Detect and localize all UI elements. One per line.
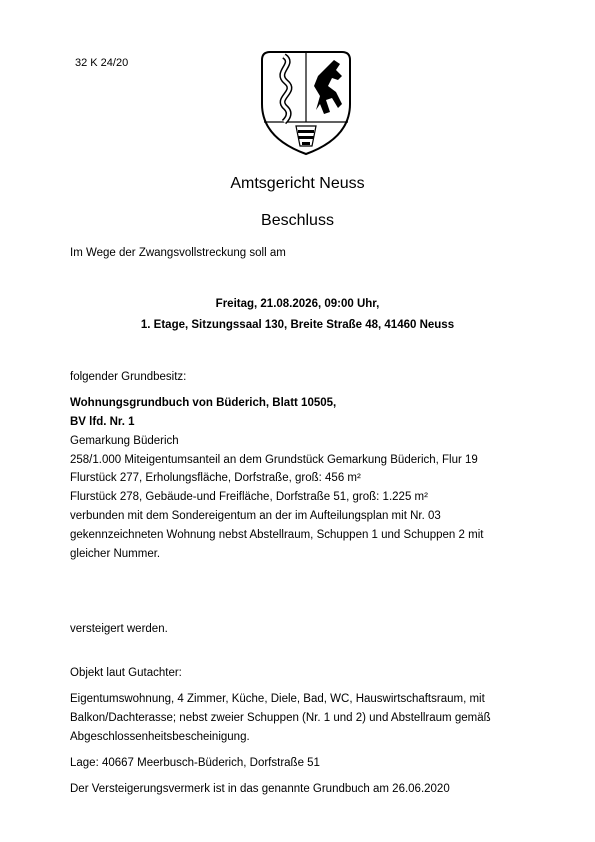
intro-text: Im Wege der Zwangsvollstreckung soll am bbox=[70, 247, 286, 259]
appraisal-location: Lage: 40667 Meerbusch-Büderich, Dorfstraße 51 bbox=[70, 757, 320, 769]
appointment-location: 1. Etage, Sitzungssaal 130, Breite Straße 48, 41460 Neuss bbox=[140, 319, 455, 331]
coat-of-arms-icon bbox=[256, 46, 356, 158]
appraisal-label: Objekt laut Gutachter: bbox=[70, 667, 182, 679]
property-register: Wohnungsgrundbuch von Büderich, Blatt 10505, bbox=[70, 397, 337, 409]
property-line: Flurstück 277, Erholungsfläche, Dorfstraße, groß: 456 m² bbox=[70, 472, 361, 484]
case-number: 32 K 24/20 bbox=[75, 57, 129, 69]
auction-text: versteigert werden. bbox=[70, 623, 168, 635]
appointment-date: Freitag, 21.08.2026, 09:00 Uhr, bbox=[215, 298, 380, 310]
appraisal-line: Balkon/Dachterasse; nebst zweier Schuppen (Nr. 1 und 2) und Abstellraum gemäß bbox=[70, 712, 491, 724]
property-line: gekennzeichneten Wohnung nebst Abstellraum, Schuppen 1 und Schuppen 2 mit bbox=[70, 529, 484, 541]
property-line: Flurstück 278, Gebäude-und Freifläche, Dorfstraße 51, groß: 1.225 m² bbox=[70, 491, 428, 503]
property-line: 258/1.000 Miteigentumsanteil an dem Grundstück Gemarkung Büderich, Flur 19 bbox=[70, 454, 478, 466]
court-name: Amtsgericht Neuss bbox=[230, 175, 365, 192]
footer-note: Der Versteigerungsvermerk ist in das genannte Grundbuch am 26.06.2020 bbox=[70, 783, 450, 795]
property-label: folgender Grundbesitz: bbox=[70, 371, 187, 383]
property-bv-number: BV lfd. Nr. 1 bbox=[70, 416, 135, 428]
property-line: verbunden mit dem Sondereigentum an der im Aufteilungsplan mit Nr. 03 bbox=[70, 510, 441, 522]
appraisal-line: Eigentumswohnung, 4 Zimmer, Küche, Diele, Bad, WC, Hauswirtschaftsraum, mit bbox=[70, 693, 485, 705]
page-title: Beschluss bbox=[261, 212, 334, 229]
property-line: Gemarkung Büderich bbox=[70, 435, 179, 447]
appraisal-line: Abgeschlossenheitsbescheinigung. bbox=[70, 731, 250, 743]
property-line: gleicher Nummer. bbox=[70, 548, 161, 560]
